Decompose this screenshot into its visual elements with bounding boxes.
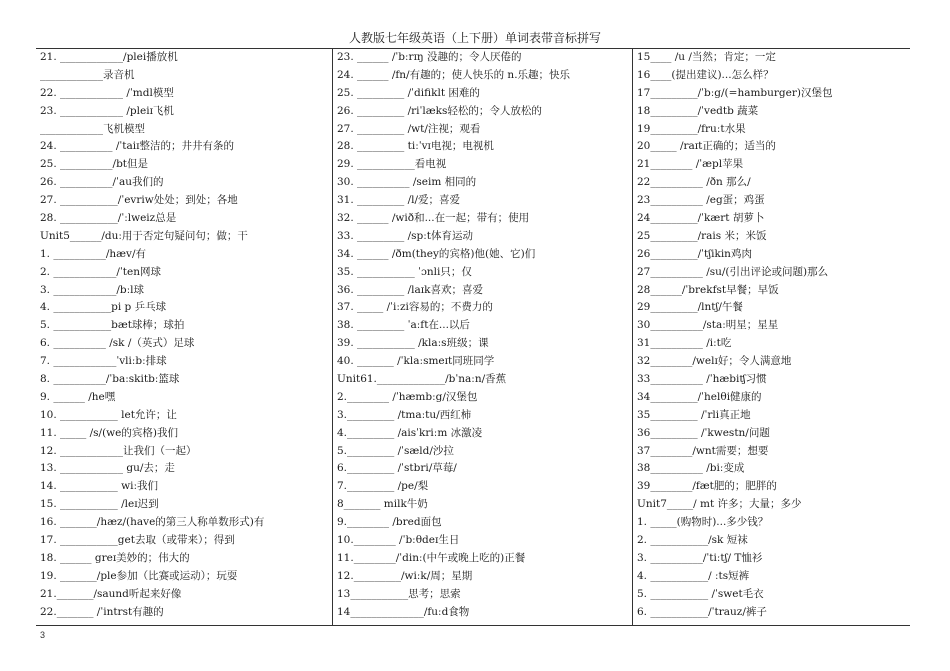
vocabulary-entry: 21________ /ˈæpl苹果 xyxy=(637,158,744,171)
vocabulary-entry: 29_________/lntʃ/午餐 xyxy=(637,301,743,314)
vocabulary-entry: 34_________/ˈhelθi健康的 xyxy=(637,390,762,403)
vocabulary-entry: 10. ___________ let允许；让 xyxy=(40,408,177,421)
vocabulary-entry: 4._________ /aisˈkriːm 冰激凌 xyxy=(337,426,483,439)
vocabulary-entry: 13. ____________ gu/去；走 xyxy=(40,462,175,475)
vocabulary-entry: 18. ______ greɪ美妙的；伟大的 xyxy=(40,551,190,564)
vocabulary-entry: 37. _____ /ˈiːzi容易的；不费力的 xyxy=(337,301,493,314)
vocabulary-entry: 20_____ /raɪt正确的；适当的 xyxy=(637,140,776,153)
vocabulary-entry: 21. ____________/plei播放机 xyxy=(40,51,178,63)
vocabulary-entry: 3. __________/ˈtiːtʃ/ T恤衫 xyxy=(637,551,763,564)
vocabulary-column-2 xyxy=(332,49,633,625)
vocabulary-entry: 22._______ /ˈintrst有趣的 xyxy=(40,605,164,618)
vocabulary-entry: 6. ___________/ˈtrauz/裤子 xyxy=(637,605,767,618)
vocabulary-entry: 14. ___________ wiː我们 xyxy=(40,480,159,493)
page-number: 3 xyxy=(40,630,46,640)
page-title: 人教版七年级英语（上下册）单词表带音标拼写 xyxy=(348,31,601,45)
vocabulary-entry: 28______/ˈbrekfst早餐；早饭 xyxy=(637,283,779,296)
vocabulary-entry: 8_______ milk牛奶 xyxy=(337,498,428,511)
vocabulary-entry: 3._________ /tmaːtu/西红柿 xyxy=(337,408,472,421)
vocabulary-entry: 22. ____________ /ˈmdl模型 xyxy=(40,86,174,99)
vocabulary-entry: 21._______/saund听起来好像 xyxy=(40,587,182,600)
vocabulary-entry: 18_________/ˈvedtb 蔬菜 xyxy=(637,104,759,117)
vocabulary-entry: Unit61._____________/bˈnaːn/香蕉 xyxy=(337,373,507,386)
vocabulary-entry: 27__________ /su/(引出评论或问题)那么 xyxy=(637,265,829,278)
vocabulary-entry: 23. ____________ /pleiɪ飞机 xyxy=(40,104,174,117)
vocabulary-entry: 28. _________ tiːˈvɪ电视；电视机 xyxy=(337,140,494,153)
vocabulary-entry: 39________/fæt肥的；肥胖的 xyxy=(637,480,777,493)
vocabulary-entry: 32________/welɪ好；令人满意地 xyxy=(637,355,792,368)
vocabulary-entry: 25. _________ /ˈdifiklt 困难的 xyxy=(337,86,480,99)
vocabulary-entry: 4. ___________pi p 乒乓球 xyxy=(40,301,167,314)
vocabulary-entry: 19. _______/ple参加（比赛或运动）；玩耍 xyxy=(40,569,238,582)
vocabulary-entry: 31__________ /iːt吃 xyxy=(637,337,732,350)
vocabulary-entry: 35. ___________ ˈɔnli只；仅 xyxy=(337,265,472,278)
vocabulary-entry: 36. _________ /laɪk喜欢；喜爱 xyxy=(337,283,484,296)
vocabulary-entry: 17_________/ˈbːg/(=hamburger)汉堡包 xyxy=(637,86,833,99)
vocabulary-entry: 24. __________ /ˈtaiɪ整洁的；井井有条的 xyxy=(40,140,234,153)
vocabulary-entry: 19_________/fruːt水果 xyxy=(637,122,746,135)
vocabulary-entry: 33. _________ /spːt体育运动 xyxy=(337,229,474,242)
vocabulary-entry: 33__________ /ˈhæbiʧ习惯 xyxy=(637,373,767,386)
vocabulary-entry: 36_________ /ˈkwestn/问题 xyxy=(637,426,770,439)
vocabulary-entry: 30. __________ /seim 相同的 xyxy=(337,176,477,189)
vocabulary-entry: 39. ___________ /klaːs班级；课 xyxy=(337,337,489,350)
vocabulary-entry: 22__________ /ðn 那么/ xyxy=(637,176,751,189)
vocabulary-entry: 27. ___________/ˈevriw处处；到处；各地 xyxy=(40,194,238,207)
vocabulary-entry: 5. ___________bæt球棒；球拍 xyxy=(40,319,185,332)
vocabulary-entry: 31. _________ /l/爱；喜爱 xyxy=(337,194,461,207)
vocabulary-entry: 14______________/fuːd食物 xyxy=(337,605,470,618)
vocabulary-entry: 23. ______ /ˈbːrɪŋ 没趣的；令人厌倦的 xyxy=(337,51,522,63)
vocabulary-entry: 11.________/ˈdinː(中午或晚上吃的)正餐 xyxy=(337,551,526,564)
vocabulary-entry: 12. ____________让我们（一起） xyxy=(40,444,197,457)
vocabulary-entry: 15. ___________ /leɪ迟到 xyxy=(40,498,159,511)
vocabulary-entry: 24. ______ /fn/有趣的；使人快乐的 n.乐趣；快乐 xyxy=(337,68,571,81)
vocabulary-entry: 10.________ /ˈbːθdeɪ生日 xyxy=(337,534,460,547)
vocabulary-entry: ____________飞机模型 xyxy=(40,122,145,135)
vocabulary-entry: 8. __________/ˈbaːskitbː篮球 xyxy=(40,373,180,386)
vocabulary-entry: 26. _________ /riˈlæks轻松的；令人放松的 xyxy=(337,104,542,117)
vocabulary-entry: 9. ______ /he嘿 xyxy=(40,390,116,403)
vocabulary-entry: 11. _____ /s/(we的宾格)我们 xyxy=(40,426,178,439)
vocabulary-entry: 26. __________/ˈau我们的 xyxy=(40,176,164,189)
vocabulary-entry: 29. ___________看电视 xyxy=(337,158,447,171)
vocabulary-entry: Unit7_____/ mt 许多；大量；多少 xyxy=(637,498,802,511)
vocabulary-entry: 1. _____(购物时)...多少钱？ xyxy=(637,516,769,529)
vocabulary-entry: 2. ___________/sk 短袜 xyxy=(637,534,748,547)
vocabulary-entry: 9.________ /bred面包 xyxy=(337,516,442,529)
vocabulary-entry: 25. __________/bt但是 xyxy=(40,158,149,171)
vocabulary-entry: 32. ______ /wið和...在一起；带有；使用 xyxy=(337,212,530,225)
vocabulary-entry: 26_________/ˈtʃikin鸡肉 xyxy=(637,247,752,260)
vocabulary-entry: 40. _______ /ˈklaːsmeɪt同班同学 xyxy=(337,355,495,368)
vocabulary-entry: 2. ____________/ˈten网球 xyxy=(40,265,161,278)
vocabulary-table xyxy=(36,48,910,626)
vocabulary-entry: 13___________思考；思索 xyxy=(337,587,461,600)
vocabulary-entry: 5._________ /ˈsæld/沙拉 xyxy=(337,444,454,457)
vocabulary-entry: 7. ____________ˈvliːbː排球 xyxy=(40,355,167,368)
vocabulary-entry: 24_________/ˈkært 胡萝卜 xyxy=(637,212,765,225)
vocabulary-entry: 7._________ /pe/梨 xyxy=(337,480,429,493)
vocabulary-entry: 15____ /u /当然；肯定；一定 xyxy=(637,51,776,63)
vocabulary-entry: 16. _______/hæz/(have的第三人称单数形式)有 xyxy=(40,516,265,529)
vocabulary-entry: 28. ___________/ˈːlweiz总是 xyxy=(40,212,177,225)
vocabulary-entry: 3. ____________/bːl球 xyxy=(40,283,145,296)
vocabulary-entry: Unit5______/duː用于否定句疑问句；做；干 xyxy=(40,229,248,242)
vocabulary-entry: 12._________/wiːk/周；星期 xyxy=(337,569,473,582)
vocabulary-entry: ____________录音机 xyxy=(40,68,135,81)
vocabulary-entry: 37________/wnt需要；想要 xyxy=(637,444,769,457)
vocabulary-entry: 38__________ /biː变成 xyxy=(637,462,745,475)
vocabulary-entry: 6. __________ /sk /（英式）足球 xyxy=(40,337,195,350)
vocabulary-column-3 xyxy=(632,49,911,625)
vocabulary-entry: 34. ______ /ðm(they的宾格)他(她、它)们 xyxy=(337,247,536,260)
vocabulary-entry: 25_________/rais 米；米饭 xyxy=(637,229,767,242)
vocabulary-entry: 4. ___________/ ːts短裤 xyxy=(637,569,750,582)
vocabulary-entry: 1. __________/hæv/有 xyxy=(40,247,146,260)
vocabulary-entry: 2.________ /ˈhæmbːg/汉堡包 xyxy=(337,390,478,403)
vocabulary-entry: 16____(提出建议)...怎么样？ xyxy=(637,68,774,81)
vocabulary-entry: 38. _________ ˈaːft在...以后 xyxy=(337,319,470,332)
vocabulary-entry: 5. ___________ /ˈswet毛衣 xyxy=(637,587,764,600)
vocabulary-entry: 6._________ /ˈstbri/草莓/ xyxy=(337,462,457,475)
vocabulary-entry: 27. _________ /wt/注视；观看 xyxy=(337,122,481,135)
vocabulary-column-1 xyxy=(36,49,332,625)
vocabulary-entry: 17. ___________get去取（或带来）；得到 xyxy=(40,534,235,547)
vocabulary-entry: 30__________/staː明星；星星 xyxy=(637,319,779,332)
vocabulary-entry: 23__________ /eg蛋；鸡蛋 xyxy=(637,194,765,207)
vocabulary-entry: 35_________ /ˈrli真正地 xyxy=(637,408,751,421)
